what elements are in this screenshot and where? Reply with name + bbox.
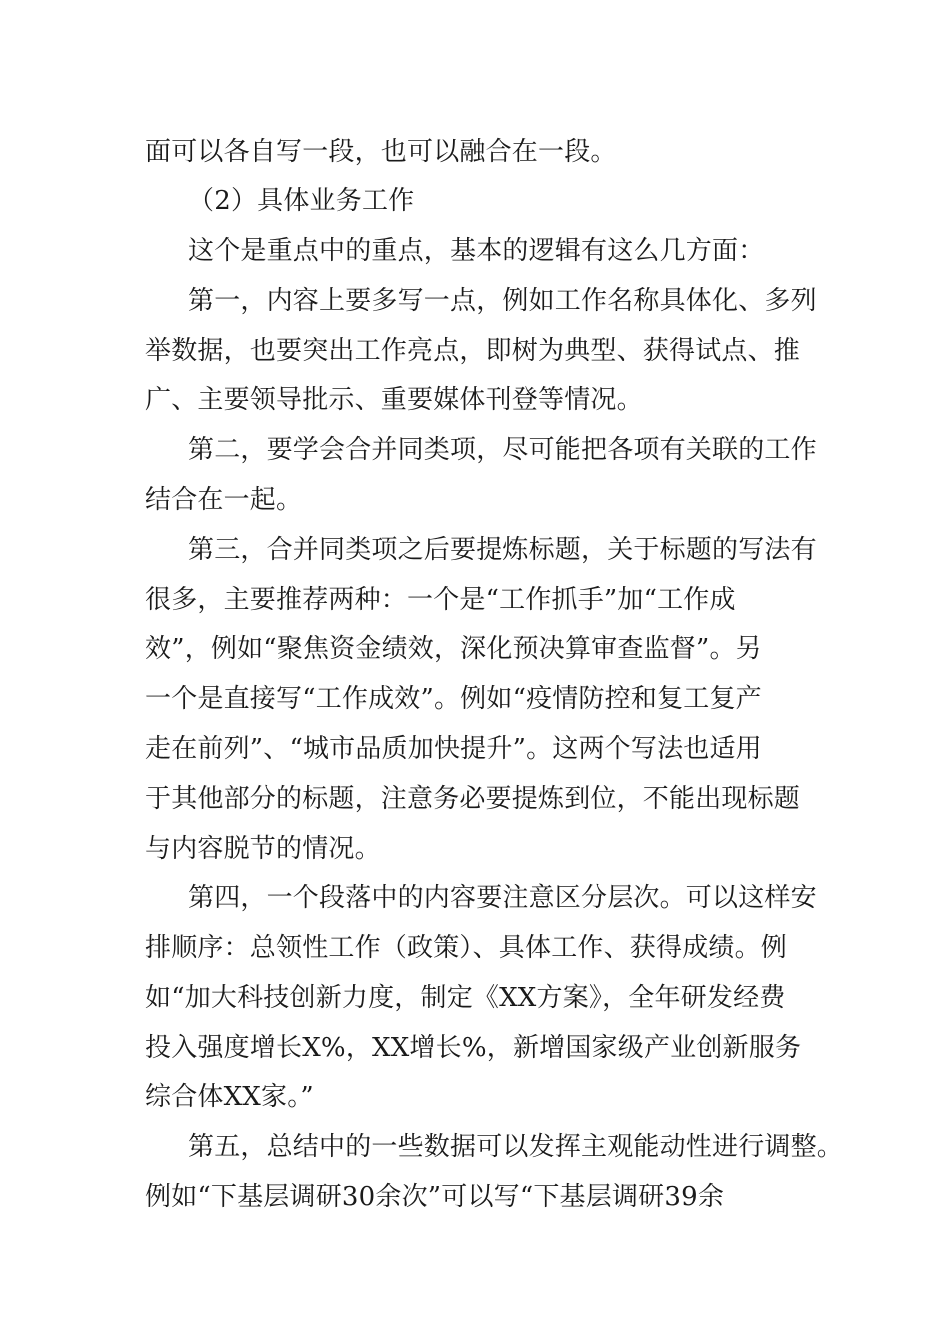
text-line: 第三，合并同类项之后要提炼标题，关于标题的写法有: [188, 535, 817, 565]
text-line: 走在前列”、“城市品质加快提升”。这两个写法也适用: [145, 734, 762, 764]
text-line: 例如“下基层调研30余次”可以写“下基层调研39余: [145, 1182, 725, 1212]
text-line: 第二，要学会合并同类项，尽可能把各项有关联的工作: [188, 435, 817, 465]
text-line: 排顺序：总领性工作（政策）、具体工作、获得成绩。例: [145, 933, 788, 963]
text-line: 结合在一起。: [145, 485, 303, 515]
text-line: 广、主要领导批示、重要媒体刊登等情况。: [145, 385, 643, 415]
text-line: 第五，总结中的一些数据可以发挥主观能动性进行调整。: [188, 1132, 844, 1162]
text-line: 一个是直接写“工作成效”。例如“疫情防控和复工复产: [145, 684, 762, 714]
text-line: 这个是重点中的重点，基本的逻辑有这么几方面：: [188, 236, 765, 266]
text-line: 第四，一个段落中的内容要注意区分层次。可以这样安: [188, 883, 817, 913]
text-line: 面可以各自写一段，也可以融合在一段。: [145, 137, 617, 167]
text-line: 很多，主要推荐两种：一个是“工作抓手”加“工作成: [145, 585, 736, 615]
text-line: 效”，例如“聚焦资金绩效，深化预决算审查监督”。另: [145, 634, 762, 664]
text-line: 投入强度增长X%，XX增长%，新增国家级产业创新服务: [145, 1033, 802, 1063]
text-line: 综合体XX家。”: [145, 1082, 314, 1112]
text-line: 如“加大科技创新力度，制定《XX方案》，全年研发经费: [145, 983, 786, 1013]
text-line: 与内容脱节的情况。: [145, 834, 381, 864]
section-heading: （2）具体业务工作: [188, 186, 415, 216]
text-line: 举数据，也要突出工作亮点，即树为典型、获得试点、推: [145, 336, 801, 366]
text-line: 第一，内容上要多写一点，例如工作名称具体化、多列: [188, 286, 817, 316]
text-line: 于其他部分的标题，注意务必要提炼到位，不能出现标题: [145, 784, 801, 814]
